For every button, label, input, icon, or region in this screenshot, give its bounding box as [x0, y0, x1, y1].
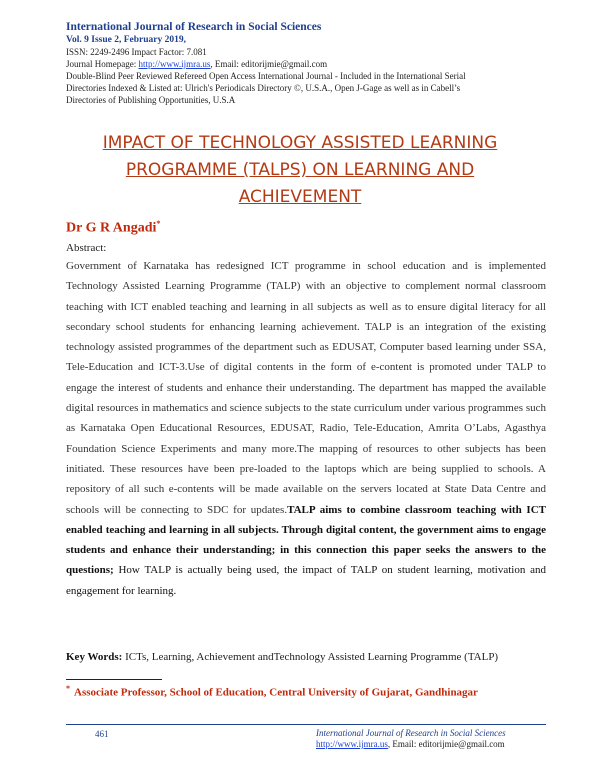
email-label: , Email: editorijmie@gmail.com: [210, 59, 328, 69]
indexing-line-3: Directories of Publishing Opportunities, U.S.A: [66, 95, 236, 105]
author-name: Dr G R Angadi: [66, 220, 157, 236]
abstract-part-2: TALP aims to combine classroom teaching with ICT enabled teaching and learning in all subjects. Through digital content, the government aims to engage students and enhance their understanding; in this connection this paper seeks the answers to the questions;: [66, 503, 546, 577]
abstract-part-3: How TALP is actually being used, the impact of TALP on student learning, motivation and engagement for learning.: [66, 564, 546, 597]
abstract-body: [66, 256, 546, 601]
footnote: [66, 684, 478, 699]
page-footer: [316, 728, 546, 750]
footnote-marker: *: [66, 684, 70, 693]
issn-line: ISSN: 2249-2496 Impact Factor: 7.081: [66, 47, 207, 57]
volume-issue: Vol. 9 Issue 2, February 2019,: [66, 35, 186, 45]
footer-email: , Email: editorijmie@gmail.com: [387, 739, 505, 749]
footer-contact: [316, 739, 546, 750]
indexing-line-1: Double-Blind Peer Reviewed Refereed Open Access International Journal - Included in the International Serial: [66, 71, 466, 81]
footer-divider: [66, 724, 546, 725]
homepage-label: Journal Homepage:: [66, 59, 139, 69]
footnote-divider: [66, 679, 162, 680]
page-number: 461: [95, 729, 109, 739]
journal-name: International Journal of Research in Social Sciences: [66, 21, 322, 33]
footnote-text: Associate Professor, School of Education, Central University of Gujarat, Gandhinagar: [74, 686, 478, 699]
journal-header: [66, 20, 546, 106]
homepage-line: [66, 58, 546, 70]
abstract-part-1: Government of Karnataka has redesigned ICT programme in school education and is implemented Technology Assisted Learning Programme (TALP) with an objective to complement normal classroom teaching with ICT enabled teaching and learning in all subjects as well as to ensure digital literacy for all secondary school students for enhancing learning achievement. TALP is an integration of the existing technology assisted programmes of the department such as EDUSAT, Computer based learning under SSA, Tele-Education and ICT-3.Use of digital contents in the form of e-content is promoted under TALP to engage the interest of students and enhance their understanding. The department has mapped the available digital resources in mathematics and science subjects to the state curriculum under various programmes such as Karnataka Open Educational Resources, EDUSAT, Radio, Tele-Education, Amrita O’Labs, Agasthya Foundation Science Experiments and many more.The mapping of resources to other subjects has been initiated. These resources have been pre-loaded to the laptops which are being supplied to schools. A repository of all such e-contents will be made available on the servers located at State Data Centre and schools will be connecting to SDC for updates.: [66, 260, 546, 516]
homepage-link[interactable]: http://www.ijmra.us: [138, 59, 211, 69]
keywords-label: Key Words:: [66, 651, 123, 663]
keywords-text: ICTs, Learning, Achievement andTechnology Assisted Learning Programme (TALP): [122, 651, 499, 663]
footer-link[interactable]: http://www.ijmra.us: [316, 739, 388, 749]
footer-journal: International Journal of Research in Social Sciences: [316, 728, 506, 738]
author-marker: *: [156, 219, 161, 228]
author: [66, 219, 160, 237]
abstract-label: Abstract:: [66, 242, 107, 254]
paper-title: IMPACT OF TECHNOLOGY ASSISTED LEARNING PROGRAMME (TALPS) ON LEARNING AND ACHIEVEMENT: [102, 133, 498, 207]
indexing-line-2: Directories Indexed & Listed at: Ulrich's Periodicals Directory ©, U.S.A., Open J-Gage as well as in Cabell’s: [66, 83, 461, 93]
keywords: [66, 651, 498, 663]
